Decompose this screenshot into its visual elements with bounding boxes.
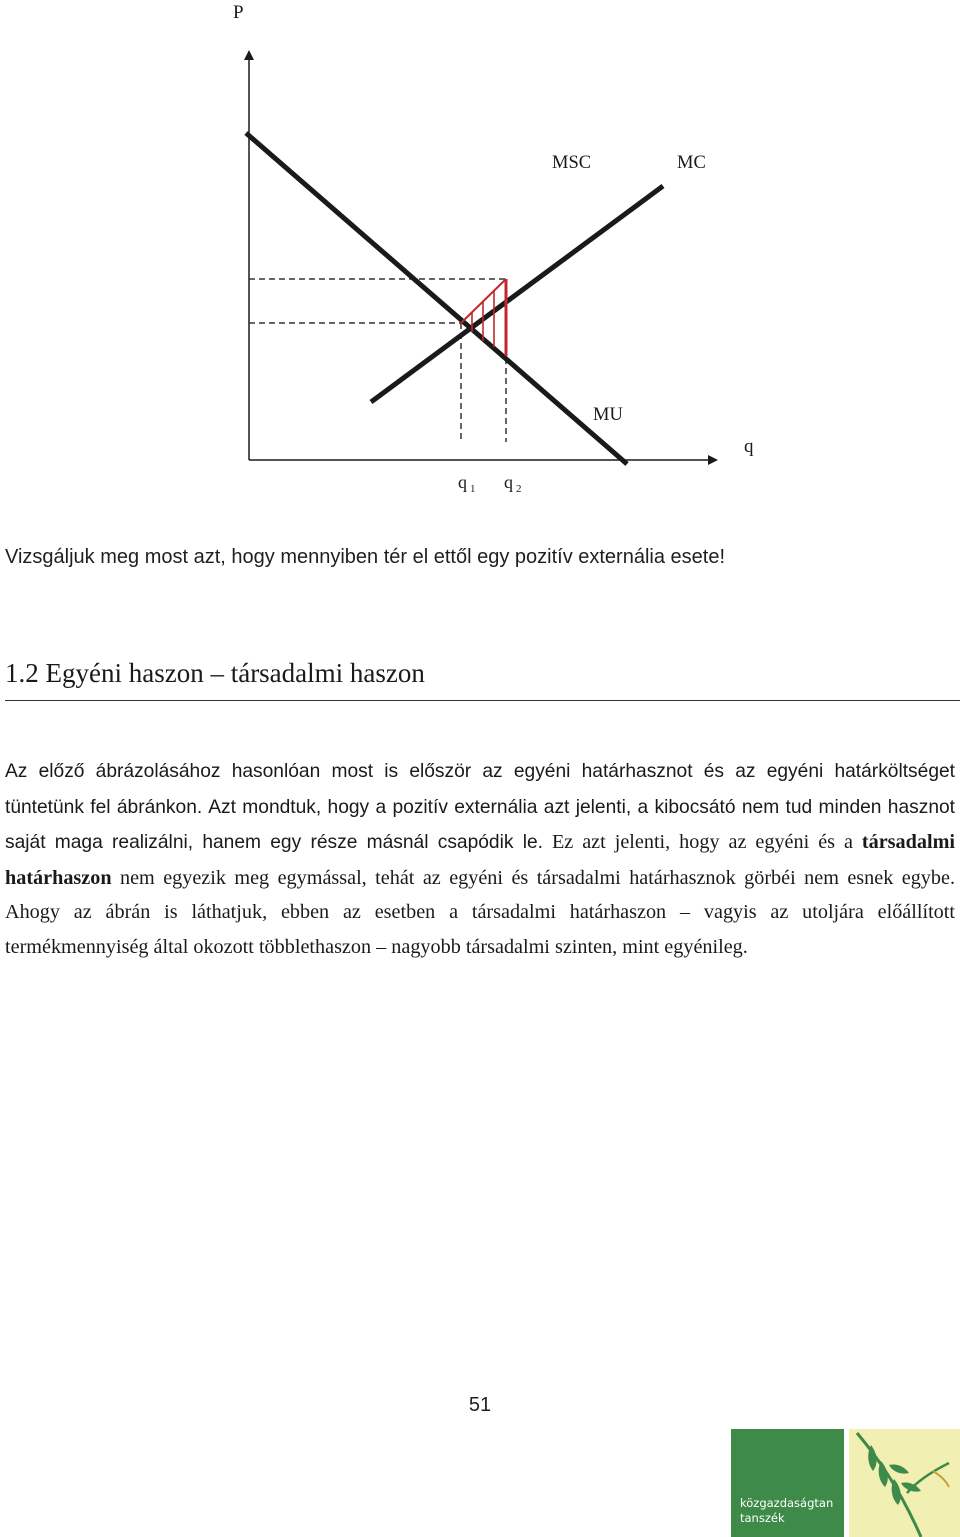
mu-label: MU: [593, 405, 623, 425]
msc-label: MSC: [552, 153, 592, 173]
logo-text: [740, 1496, 840, 1526]
paragraph-part-4: nem egyezik meg egymással, tehát az egyéni és társadalmi határhasznok görbéi nem esnek egybe. Ahogy az ábrán is láthatjuk, ebben az esetben a társadalmi határhaszon – vagyis az utoljára előállított termékmennyiség által okozott többlethaszon – nagyobb társadalmi szinten, mint egyénileg.: [5, 866, 955, 958]
logo-text-line-2: tanszék: [740, 1511, 785, 1525]
q-axis-label: q: [744, 436, 754, 457]
body-paragraph: [5, 754, 955, 965]
paragraph-bold-term: társadalmi határhaszon: [5, 831, 955, 889]
paragraph-part-1: Az előző ábrázolásához hasonlóan most is először az egyéni határhasznot és az egyéni határköltséget tüntetünk fel ábránkon.: [5, 761, 955, 818]
paragraph-part-3: Ez azt jelenti, hogy az egyéni és a: [551, 831, 853, 854]
department-logo: [731, 1429, 960, 1537]
externality-diagram: [0, 0, 960, 510]
wheat-icon: [849, 1429, 960, 1537]
paragraph-part-2: Azt mondtuk, hogy a pozitív externália azt jelenti, a kibocsátó nem tud minden hasznot saját maga realizálni, hanem egy része másnál csapódik le.: [5, 796, 955, 854]
section-heading: 1.2 Egyéni haszon – társadalmi haszon: [5, 658, 425, 688]
intro-text: Vizsgáljuk meg most azt, hogy mennyiben tér el ettől egy pozitív externália esete!: [5, 546, 726, 568]
mu-curve: [246, 133, 627, 464]
welfare-gain-triangle: [461, 279, 506, 356]
mc-label: MC: [677, 153, 706, 173]
q1-label: q $_1$: [458, 472, 476, 495]
logo-text-line-1: közgazdaságtan: [740, 1496, 834, 1510]
logo-green-block: [731, 1429, 844, 1537]
p-axis-label: P: [233, 2, 244, 23]
q2-label: q $_2$: [504, 472, 522, 495]
page-number: 51: [468, 1394, 492, 1416]
heading-underline: [5, 700, 960, 701]
